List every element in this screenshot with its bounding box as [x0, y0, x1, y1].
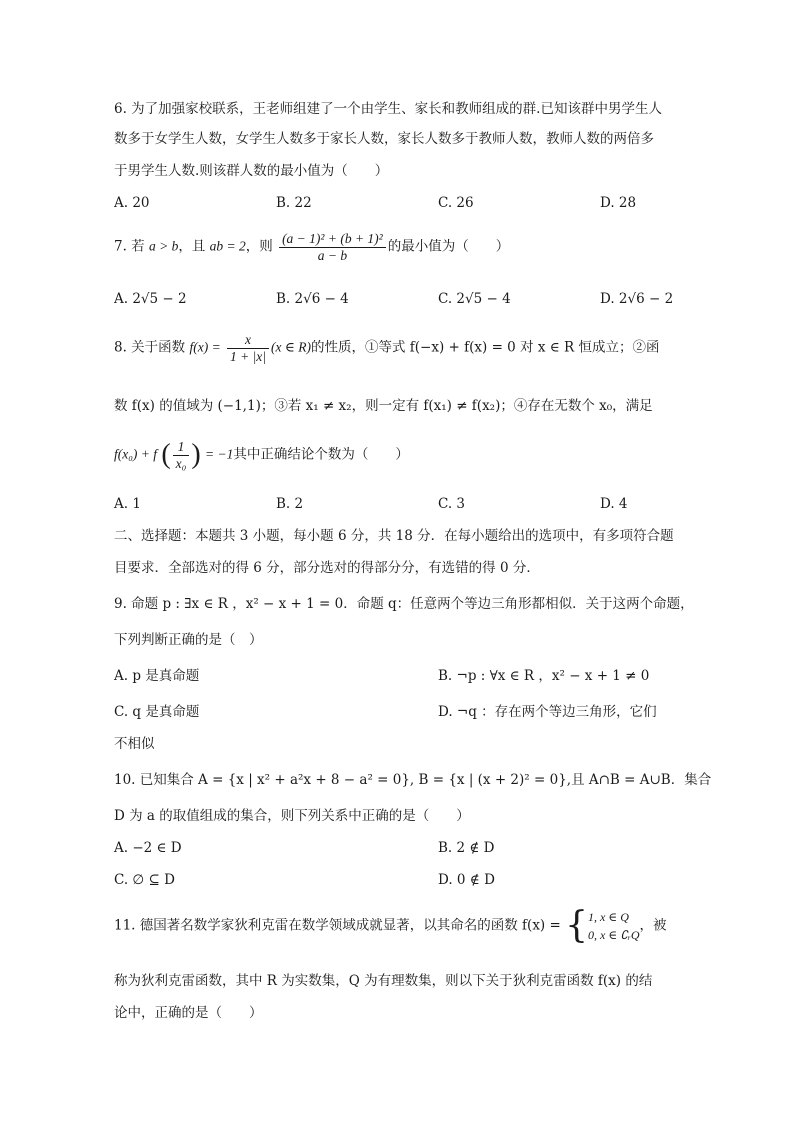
q7-cond-1: a > b	[148, 238, 179, 254]
q6-option-c: C. 26	[438, 195, 474, 211]
q7-option-d: D. 2√6 − 2	[600, 291, 674, 307]
q9-line-1: 9. 命题 p : ∃x ∈ R ，x² − x + 1 = 0．命题 q：任意两个等边三角形都相似．关于这两个命题，	[114, 596, 694, 612]
q6-option-d: D. 28	[600, 195, 637, 211]
q8-option-b: B. 2	[276, 496, 304, 512]
q8-expr-a: f(x₀) + f	[114, 446, 158, 462]
q9-option-c: C. q 是真命题	[114, 704, 200, 720]
q10-option-d: D. 0 ∉ D	[438, 872, 495, 888]
q11-suffix: ，被	[639, 917, 667, 934]
q7-suffix: 的最小值为（ ）	[387, 238, 510, 255]
q6-option-a: A. 20	[114, 195, 150, 211]
q8-f-denominator: 1 + |x|	[229, 348, 267, 364]
q6-line-1: 6. 为了加强家校联系，王老师组建了一个由学生、家长和教师组成的群.已知该群中男学生人	[114, 101, 662, 117]
q8-domain: (x ∈ R)	[271, 339, 311, 355]
q7-fraction	[279, 232, 386, 262]
q7-denominator: a − b	[317, 247, 348, 263]
q11-case-2: 0, x ∈ ∁ᵣQ	[588, 928, 640, 942]
q8-line-3	[114, 440, 409, 470]
q7-mid-2: ，则	[245, 238, 273, 255]
q8-f-numerator: x	[227, 333, 269, 349]
q6-line-2: 数多于女学生人数，女学生人数多于家长人数，家长人数多于教师人数，教师人数的两倍多	[114, 131, 654, 147]
q8-option-d: D. 4	[600, 496, 628, 512]
q10-option-b: B. 2 ∉ D	[438, 840, 495, 856]
q10-line-2: D 为 a 的取值组成的集合，则下列关系中正确的是（ ）	[114, 808, 470, 824]
q8-reciprocal-num: 1	[173, 440, 190, 456]
q8-right-paren: )	[191, 439, 201, 470]
q11-brace: {	[565, 905, 589, 946]
q8-prefix: 8. 关于函数	[114, 339, 186, 356]
q9-line-2: 下列判断正确的是（ ）	[114, 632, 263, 648]
q6-line-3: 于男学生人数.则该群人数的最小值为（ ）	[114, 163, 389, 179]
q7-option-c: C. 2√5 − 4	[438, 291, 511, 307]
q11-case-1: 1, x ∈ Q	[588, 910, 629, 924]
q7-prefix: 7. 若	[114, 238, 145, 255]
q10-line-1: 10. 已知集合 A = {x | x² + a²x + 8 − a² = 0}, B = {x | (x + 2)² = 0},且 A∩B = A∪B．集合	[114, 772, 712, 788]
q8-line-3-rest: 其中正确结论个数为（ ）	[233, 446, 409, 463]
q11-prefix: 11. 德国著名数学家狄利克雷在数学领域成就显著，以其命名的函数 f(x) =	[114, 917, 561, 934]
q7-stem	[114, 232, 509, 262]
q8-reciprocal-den: x₀	[175, 455, 187, 471]
q11-piecewise	[588, 908, 639, 944]
q8-reciprocal	[173, 440, 190, 470]
q10-option-a: A. −2 ∈ D	[114, 840, 182, 856]
q11-line-1	[114, 905, 667, 946]
q8-fraction	[227, 333, 269, 363]
q6-option-b: B. 22	[276, 195, 312, 211]
q8-line-1-rest: 的性质，①等式 f(−x) + f(x) = 0 对 x ∈ R 恒成立；②函	[311, 339, 660, 356]
section-2-line-1: 二、选择题：本题共 3 小题，每小题 6 分，共 18 分．在每小题给出的选项中，有多项符合题	[114, 528, 674, 544]
q8-line-1	[114, 333, 660, 363]
q9-option-a: A. p 是真命题	[114, 668, 200, 684]
q8-left-paren: (	[161, 439, 171, 470]
q10-option-c: C. ∅ ⊆ D	[114, 872, 175, 888]
q8-line-2: 数 f(x) 的值域为 (−1,1)；③若 x₁ ≠ x₂，则一定有 f(x₁) ≠ f(x₂)；④存在无数个 x₀，满足	[114, 398, 653, 414]
q11-line-2: 称为狄利克雷函数，其中 R 为实数集，Q 为有理数集，则以下关于狄利克雷函数 f(x) 的结	[114, 973, 653, 989]
q7-mid-1: ，且	[178, 238, 206, 255]
q11-line-3: 论中，正确的是（ ）	[114, 1005, 263, 1021]
q8-function: f(x) =	[189, 339, 221, 355]
q8-option-c: C. 3	[438, 496, 466, 512]
q8-option-a: A. 1	[114, 496, 141, 512]
q7-numerator: (a − 1)² + (b + 1)²	[279, 232, 386, 248]
q7-option-b: B. 2√6 − 4	[276, 291, 349, 307]
q7-cond-2: ab = 2	[209, 238, 246, 254]
q8-expr-b: = −1	[204, 446, 234, 462]
q7-option-a: A. 2√5 − 2	[114, 291, 187, 307]
q9-option-d-continued: 不相似	[114, 736, 155, 752]
q9-option-d: D. ¬q ：存在两个等边三角形，它们	[438, 704, 657, 720]
section-2-line-2: 目要求．全部选对的得 6 分，部分选对的得部分分，有选错的得 0 分．	[114, 560, 540, 576]
q9-option-b: B. ¬p : ∀x ∈ R ，x² − x + 1 ≠ 0	[438, 668, 650, 684]
